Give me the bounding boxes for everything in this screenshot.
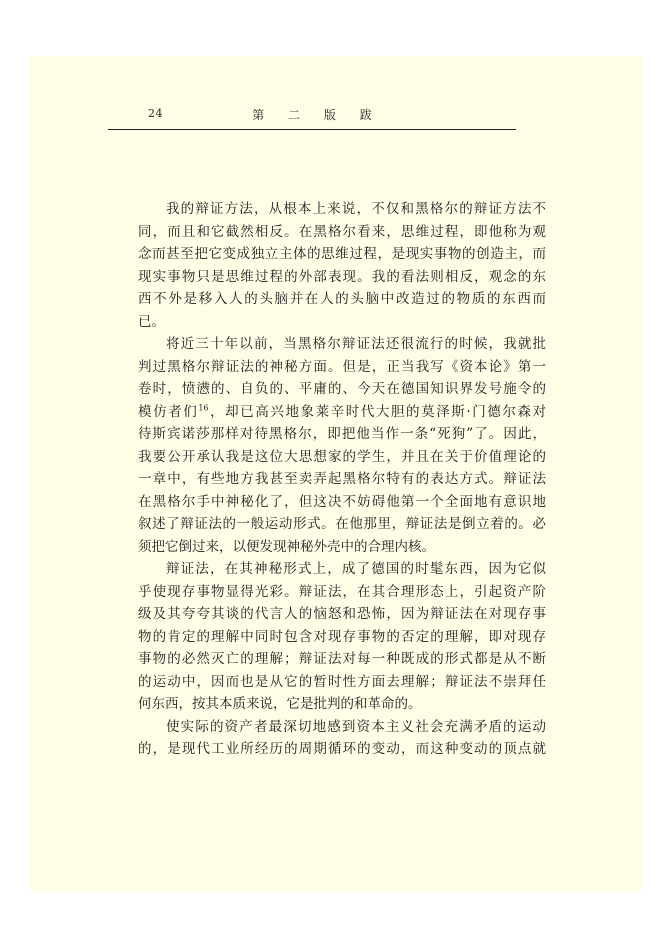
text-line: 在黑格尔手中神秘化了，但这决不妨碍他第一个全面地有意识地 xyxy=(138,493,546,510)
text-line: 西不外是移入人的头脑并在人的头脑中改造过的物质的东西而 xyxy=(138,291,546,307)
text-line: 待斯宾诺莎那样对待黑格尔，即把他当作一条“死狗”了。因此， xyxy=(138,426,546,442)
page-number: 24 xyxy=(148,107,163,120)
text-line: 叙述了辩证法的一般运动形式。在他那里，辩证法是倒立着的。必 xyxy=(138,516,546,532)
text-line: 现实事物只是思维过程的外部表现。我的看法则相反，观念的东 xyxy=(138,268,546,285)
text-line: 我的辩证方法，从根本上来说，不仅和黑格尔的辩证方法不 xyxy=(166,201,546,217)
text-line: 已。 xyxy=(138,313,165,330)
text-segment: ，却已高兴地象莱辛时代大胆的莫泽斯·门德尔森对 xyxy=(208,403,547,420)
text-line: 级及其夸夸其谈的代言人的恼怒和恐怖，因为辩证法在对现存事 xyxy=(138,606,546,622)
text-line-with-footnote xyxy=(138,401,546,424)
running-title: 第 二 版 跋 xyxy=(252,108,382,122)
text-line: 一章中，有些地方我甚至卖弄起黑格尔特有的表达方式。辩证法 xyxy=(138,471,546,487)
text-line: 的，是现代工业所经历的周期循环的变动，而这种变动的顶点就 xyxy=(138,741,546,757)
text-line: 须把它倒过来，以便发现神秘外壳中的合理内核。 xyxy=(138,538,435,555)
text-line: 卷时，愤懑的、自负的、平庸的、今天在德国知识界发号施令的 xyxy=(138,381,546,397)
text-line: 辩证法，在其神秘形式上，成了德国的时髦东西，因为它似 xyxy=(166,561,546,577)
text-line: 事物的必然灭亡的理解；辩证法对每一种既成的形式都是从不断 xyxy=(138,651,546,667)
text-line: 念而甚至把它变成独立主体的思维过程，是现实事物的创造主，而 xyxy=(138,246,546,262)
text-line: 我要公开承认我是这位大思想家的学生，并且在关于价值理论的 xyxy=(138,448,546,465)
footnote-reference[interactable]: 16 xyxy=(198,403,209,412)
body-text xyxy=(138,198,546,761)
page-header xyxy=(108,105,516,130)
text-line: 的运动中，因而也是从它的暂时性方面去理解；辩证法不崇拜任 xyxy=(138,673,546,690)
text-line: 物的肯定的理解中同时包含对现存事物的否定的理解，即对现存 xyxy=(138,628,546,645)
text-line: 使实际的资产者最深切地感到资本主义社会充满矛盾的运动 xyxy=(166,718,546,735)
text-line: 何东西，按其本质来说，它是批判的和革命的。 xyxy=(138,696,422,712)
text-line: 判过黑格尔辩证法的神秘方面。但是，正当我写《资本论》第一 xyxy=(138,358,546,375)
text-line: 将近三十年以前，当黑格尔辩证法还很流行的时候，我就批 xyxy=(166,336,546,352)
text-segment: 模仿者们 xyxy=(138,403,199,420)
text-line: 同，而且和它截然相反。在黑格尔看来，思维过程，即他称为观 xyxy=(138,223,546,240)
text-line: 乎使现存事物显得光彩。辩证法，在其合理形态上，引起资产阶 xyxy=(138,583,546,600)
